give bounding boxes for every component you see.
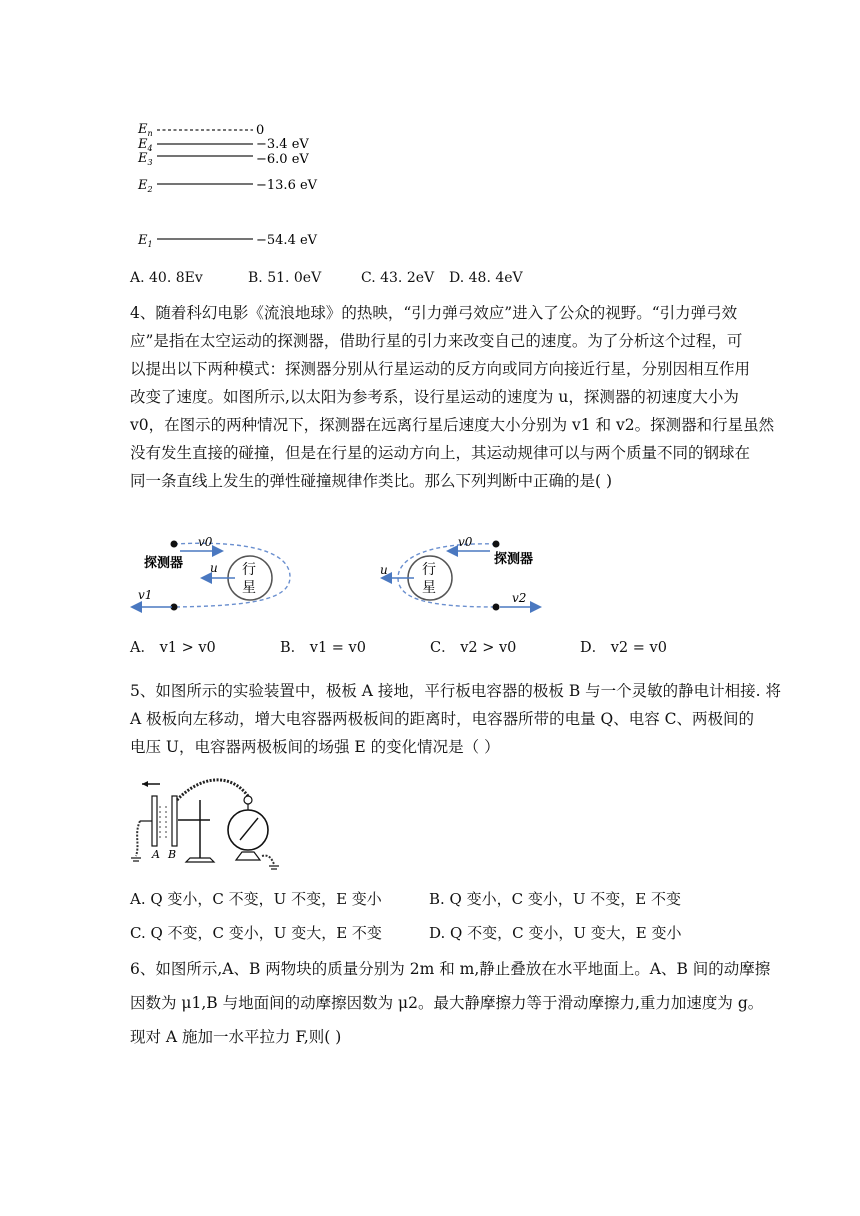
probe-end-dot — [493, 604, 500, 611]
plate-a-label: A — [152, 848, 160, 861]
energy-level-4 — [137, 137, 309, 153]
q5-options-row-2 — [130, 922, 681, 944]
plate-b — [172, 796, 177, 846]
q4-line-2: 应”是指在太空运动的探测器，借助行星的引力来改变自己的速度。为了分析这个过程，可 — [130, 332, 743, 350]
connecting-wire — [177, 780, 248, 800]
q5-option-d[interactable]: D. Q 不变，C 变小，U 变大，E 变小 — [429, 924, 682, 942]
q4-line-6: 没有发生直接的碰撞，但是在行星的运动方向上，其运动规律可以与两个质量不同的钢球在 — [130, 444, 751, 462]
q4-option-c[interactable]: C． v2 > v0 — [430, 640, 517, 656]
q4-option-a[interactable]: A． v1 > v0 — [130, 640, 216, 656]
q5-line-3: 电压 U，电容器两极板间的场强 E 的变化情况是（ ） — [130, 738, 500, 756]
u-label: u — [380, 563, 388, 577]
level-label: $E_2$ — [138, 178, 153, 194]
slingshot-figure-right — [376, 532, 556, 618]
slingshot-figure-left — [130, 532, 310, 618]
q5-option-a[interactable]: A. Q 变小，C 不变，U 不变，E 变小 — [130, 890, 382, 908]
q4-option-b[interactable]: B． v1 = v0 — [280, 640, 366, 656]
ground-wire-a — [136, 821, 140, 856]
plate-a — [152, 796, 157, 846]
energy-level-n — [137, 122, 264, 138]
energy-level-1 — [137, 233, 318, 249]
q3-option-c[interactable]: C. 43. 2eV — [361, 270, 435, 286]
level-value: −6.0 eV — [256, 152, 309, 167]
probe-start-dot — [171, 541, 178, 548]
q5-options-row-1 — [130, 888, 681, 910]
level-value: −3.4 eV — [256, 137, 309, 152]
u-label: u — [210, 561, 218, 575]
q6-line-2: 因数为 μ1,B 与地面间的动摩擦因数为 μ2。最大静摩擦力等于滑动摩擦力,重力加速度为 g。 — [130, 994, 764, 1012]
q4-line-5: v0，在图示的两种情况下，探测器在远离行星后速度大小分别为 v1 和 v2。探测器和行星虽然 — [130, 416, 775, 434]
q5-option-c[interactable]: C. Q 不变，C 变小，U 变大，E 不变 — [130, 924, 382, 942]
q4-line-1: 4、随着科幻电影《流浪地球》的热映，“引力弹弓效应”进入了公众的视野。“引力弹弓效 — [130, 304, 738, 322]
v2-label: v2 — [512, 591, 527, 605]
v0-label: v0 — [458, 535, 473, 549]
level-label: $E_n$ — [138, 122, 153, 138]
probe-label: 探测器 — [144, 556, 184, 571]
probe-start-dot — [493, 541, 500, 548]
q4-option-d[interactable]: D． v2 = v0 — [580, 640, 667, 656]
level-value: −13.6 eV — [256, 178, 318, 193]
q5-line-2: A 极板向左移动，增大电容器两极板间的距离时，电容器所带的电量 Q、电容 C、两极间的 — [130, 710, 755, 728]
energy-level-2 — [137, 178, 318, 194]
energy-level-3 — [137, 151, 309, 167]
q4-line-4: 改变了速度。如图所示,以太阳为参考系，设行星运动的速度为 u，探测器的初速度大小为 — [130, 388, 739, 406]
stand-base — [186, 858, 214, 862]
planet-label-2: 星 — [242, 580, 256, 596]
q3-option-d[interactable]: D. 48. 4eV — [449, 270, 523, 286]
q4-options — [130, 636, 667, 657]
q3-option-a[interactable]: A. 40. 8Ev — [130, 270, 203, 286]
planet-label-1: 行 — [422, 562, 436, 578]
capacitor-apparatus-figure — [130, 770, 290, 876]
level-label: $E_3$ — [138, 151, 153, 167]
planet-label-2: 星 — [422, 580, 436, 596]
planet-label-1: 行 — [242, 562, 256, 578]
q3-option-b[interactable]: B. 51. 0eV — [248, 270, 322, 286]
energy-level-diagram — [130, 118, 330, 253]
q6-line-1: 6、如图所示,A、B 两物块的质量分别为 2m 和 m,静止叠放在水平地面上。A、B 间的动摩擦 — [130, 960, 771, 978]
q5-option-b[interactable]: B. Q 变小，C 变小，U 不变，E 不变 — [429, 890, 681, 908]
level-value: 0 — [256, 123, 265, 138]
q5-line-1: 5、如图所示的实验装置中，极板 A 接地，平行板电容器的极板 B 与一个灵敏的静电计相接. 将 — [130, 682, 782, 700]
level-label: $E_4$ — [138, 137, 153, 153]
level-value: −54.4 eV — [256, 233, 318, 248]
q6-line-3: 现对 A 施加一水平拉力 F,则( ) — [130, 1028, 342, 1046]
v0-label: v0 — [198, 535, 213, 549]
q3-options — [130, 270, 523, 286]
v1-label: v1 — [138, 588, 153, 602]
level-label: $E_1$ — [138, 233, 153, 249]
plate-b-label: B — [168, 848, 177, 861]
q4-line-7: 同一条直线上发生的弹性碰撞规律作类比。那么下列判断中正确的是( ) — [130, 472, 613, 490]
probe-label: 探测器 — [494, 552, 534, 567]
q4-line-3: 以提出以下两种模式：探测器分别从行星运动的反方向或同方向接近行星，分别因相互作用 — [130, 360, 751, 378]
